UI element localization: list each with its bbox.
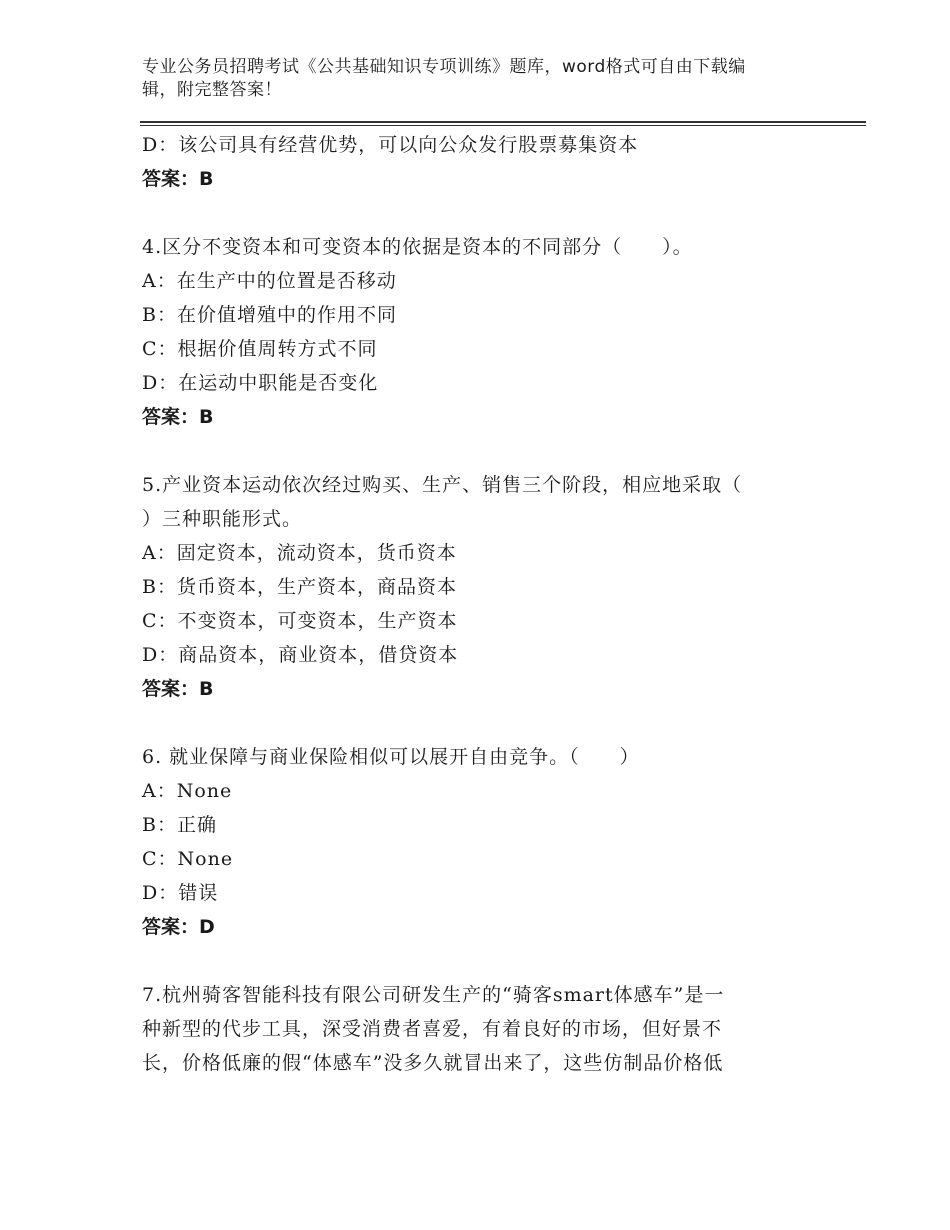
- question-3-tail: [142, 128, 802, 196]
- question-4: [142, 230, 802, 434]
- spacer: [142, 944, 802, 978]
- q7-line-3: 长，价格低廉的假“体感车”没多久就冒出来了，这些仿制品价格低: [142, 1052, 724, 1074]
- q6-option-a: A：None: [142, 780, 233, 802]
- q4-option-d: D：在运动中职能是否变化: [142, 372, 379, 394]
- q6-option-d: D：错误: [142, 882, 219, 904]
- header-rule-thin: [140, 125, 866, 126]
- header-line-2: 辑，附完整答案！: [142, 80, 282, 100]
- header-rule-thick: [140, 121, 866, 123]
- q7-line-1: 7.杭州骑客智能科技有限公司研发生产的“骑客smart体感车”是一: [142, 984, 725, 1006]
- q6-answer: 答案：D: [142, 916, 215, 938]
- spacer: [142, 196, 802, 230]
- q7-line-2: 种新型的代步工具，深受消费者喜爱，有着良好的市场，但好景不: [142, 1018, 723, 1040]
- q5-answer: 答案：B: [142, 678, 214, 700]
- q4-option-a: A：在生产中的位置是否移动: [142, 270, 397, 292]
- q5-question-line-2: ）三种职能形式。: [142, 508, 303, 530]
- q5-option-d: D：商品资本，商业资本，借贷资本: [142, 644, 459, 666]
- q4-option-c: C：根据价值周转方式不同: [142, 338, 378, 360]
- question-5: [142, 468, 802, 706]
- header-line-1: 专业公务员招聘考试《公共基础知识专项训练》题库，word格式可自由下载编: [142, 57, 746, 77]
- q3-option-d: D：该公司具有经营优势，可以向公众发行股票募集资本: [142, 134, 639, 156]
- question-6: [142, 740, 802, 944]
- q5-option-b: B：货币资本，生产资本，商品资本: [142, 576, 457, 598]
- q5-option-a: A：固定资本，流动资本，货币资本: [142, 542, 457, 564]
- document-header: [142, 56, 802, 102]
- q4-option-b: B：在价值增殖中的作用不同: [142, 304, 397, 326]
- question-7: [142, 978, 802, 1080]
- q6-question: 6. 就业保障与商业保险相似可以展开自由竞争。（ ）: [142, 746, 640, 768]
- q6-option-b: B：正确: [142, 814, 217, 836]
- q4-answer: 答案：B: [142, 406, 214, 428]
- document-body: [142, 128, 802, 1080]
- q3-answer: 答案：B: [142, 168, 214, 190]
- q5-question-line-1: 5.产业资本运动依次经过购买、生产、销售三个阶段，相应地采取（: [142, 474, 743, 496]
- spacer: [142, 434, 802, 468]
- q6-option-c: C：None: [142, 848, 234, 870]
- spacer: [142, 706, 802, 740]
- q5-option-c: C：不变资本，可变资本，生产资本: [142, 610, 458, 632]
- q4-question: 4.区分不变资本和可变资本的依据是资本的不同部分（ ）。: [142, 236, 693, 258]
